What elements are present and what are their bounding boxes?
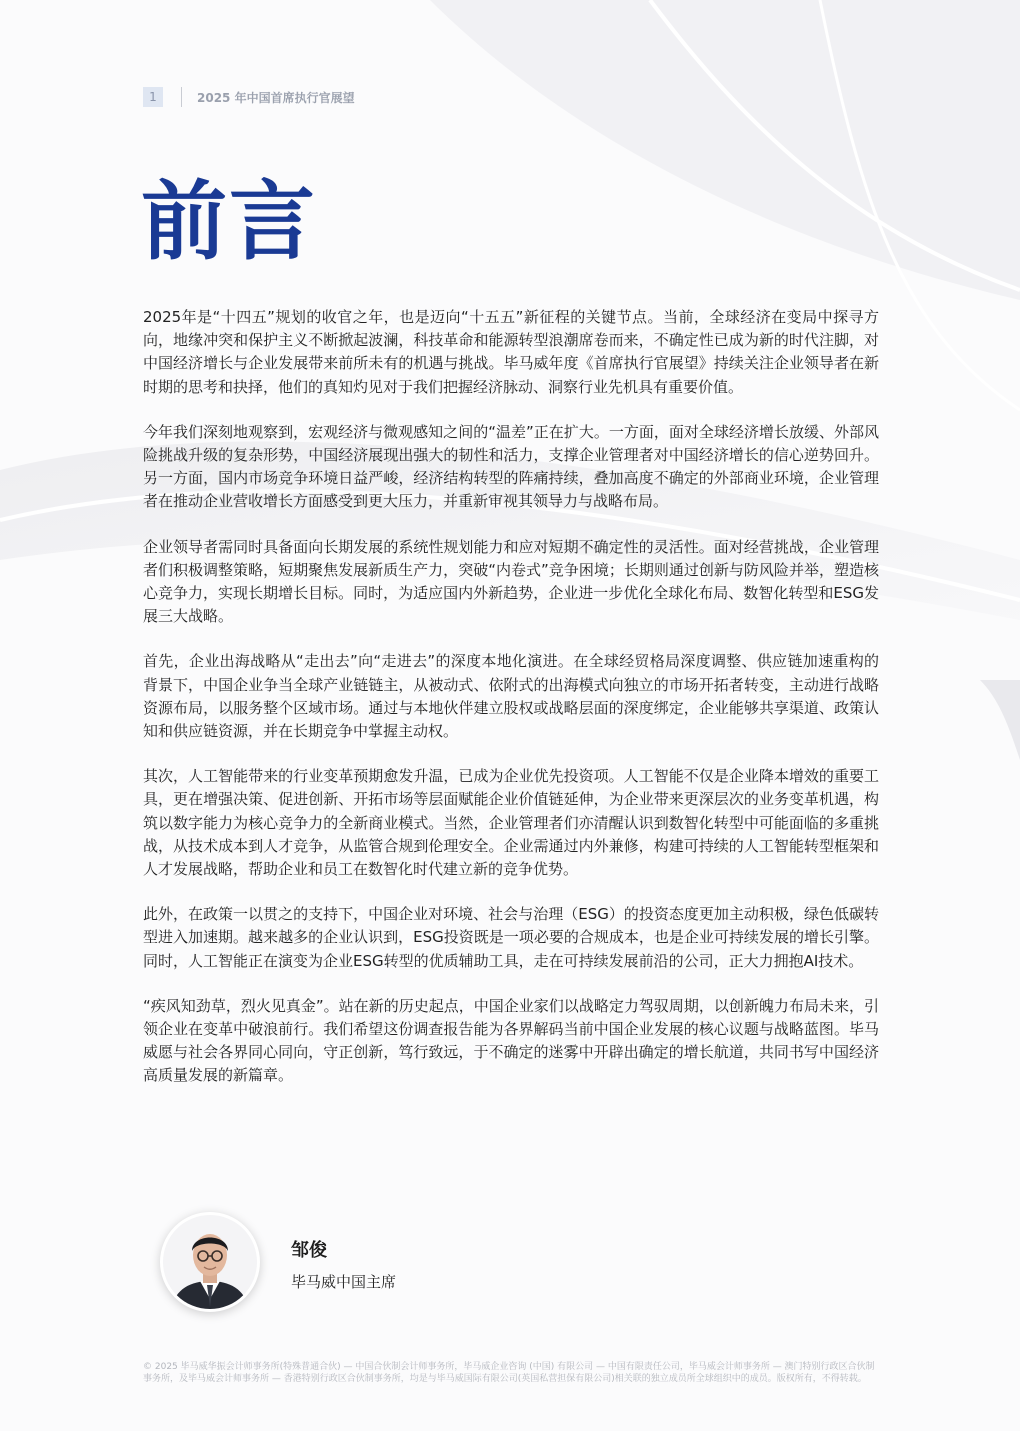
paragraph: 首先，企业出海战略从“走出去”向“走进去”的深度本地化演进。在全球经贸格局深度调整、供应链加速重构的背景下，中国企业争当全球产业链链主，从被动式、依附式的出海模式向独立的市场开拓者转变，主动进行战略资源布局，以服务整个区域市场。通过与本地伙伴建立股权或战略层面的深度绑定，企业能够共享渠道、政策认知和供应链资源，并在长期竞争中掌握主动权。 bbox=[143, 652, 879, 741]
signatory-role: 毕马威中国主席 bbox=[291, 1273, 397, 1291]
paragraph: “疾风知劲草，烈火见真金”。站在新的历史起点，中国企业家们以战略定力驾驭周期，以创新魄力布局未来，引领企业在变革中破浪前行。我们希望这份调查报告能为各界解码当前中国企业发展的核心议题与战略蓝图。毕马威愿与社会各界同心同向，守正创新，笃行致远，于不确定的迷雾中开辟出确定的增长航道，共同书写中国经济高质量发展的新篇章。 bbox=[143, 996, 879, 1085]
paragraph: 其次，人工智能带来的行业变革预期愈发升温，已成为企业优先投资项。人工智能不仅是企业降本增效的重要工具，更在增强决策、促进创新、开拓市场等层面赋能企业价值链延伸，为企业带来更深层次的业务变革机遇，构筑以数字能力为核心竞争力的全新商业模式。当然，企业管理者们亦清醒认识到数智化转型中可能面临的多重挑战，从技术成本到人才竞争，从监管合规到伦理安全。企业需通过内外兼修，构建可持续的人工智能转型框架和人才发展战略，帮助企业和员工在数智化时代建立新的竞争优势。 bbox=[143, 767, 879, 879]
page-header bbox=[143, 86, 355, 108]
page-number: 1 bbox=[143, 87, 163, 107]
page-title: 前言 bbox=[141, 172, 317, 272]
signature-block bbox=[160, 1212, 396, 1312]
header-divider bbox=[181, 87, 182, 107]
avatar bbox=[160, 1212, 260, 1312]
copyright-footer: © 2025 毕马威华振会计师事务所(特殊普通合伙) — 中国合伙制会计师事务所，毕马威企业咨询 (中国) 有限公司 — 中国有限责任公司，毕马威会计师事务所 — 澳门特别行政区合伙制事务所，及毕马威会计师事务所 — 香港特别行政区合伙制事务所，均是与毕马威国际有限公司(英国私营担保有限公司)相关联的独立成员所全球组织中的成员。版权所有，不得转载。 bbox=[143, 1362, 875, 1384]
paragraph: 企业领导者需同时具备面向长期发展的系统性规划能力和应对短期不确定性的灵活性。面对经营挑战，企业管理者们积极调整策略，短期聚焦发展新质生产力，突破“内卷式”竞争困境；长期则通过创新与防风险并举，塑造核心竞争力，实现长期增长目标。同时，为适应国内外新趋势，企业进一步优化全球化布局、数智化转型和ESG发展三大战略。 bbox=[143, 537, 879, 626]
report-title: 2025 年中国首席执行官展望 bbox=[197, 90, 355, 105]
paragraph: 此外，在政策一以贯之的支持下，中国企业对环境、社会与治理（ESG）的投资态度更加主动积极，绿色低碳转型进入加速期。越来越多的企业认识到，ESG投资既是一项必要的合规成本，也是企业可持续发展的增长引擎。同时，人工智能正在演变为企业ESG转型的优质辅助工具，走在可持续发展前沿的公司，正大力拥抱AI技术。 bbox=[143, 905, 879, 970]
paragraph: 今年我们深刻地观察到，宏观经济与微观感知之间的“温差”正在扩大。一方面，面对全球经济增长放缓、外部风险挑战升级的复杂形势，中国经济展现出强大的韧性和活力，支撑企业管理者对中国经济增长的信心逆势回升。另一方面，国内市场竞争环境日益严峻，经济结构转型的阵痛持续，叠加高度不确定的外部商业环境，企业管理者在推动企业营收增长方面感受到更大压力，并重新审视其领导力与战略布局。 bbox=[143, 422, 879, 511]
body-text bbox=[143, 306, 879, 1110]
paragraph: 2025年是“十四五”规划的收官之年，也是迈向“十五五”新征程的关键节点。当前，全球经济在变局中探寻方向，地缘冲突和保护主义不断掀起波澜，科技革命和能源转型浪潮席卷而来，不确定性已成为新的时代注脚，对中国经济增长与企业发展带来前所未有的机遇与挑战。毕马威年度《首席执行官展望》持续关注企业领导者在新时期的思考和抉择，他们的真知灼见对于我们把握经济脉动、洞察行业先机具有重要价值。 bbox=[143, 308, 879, 396]
signatory-name: 邹俊 bbox=[291, 1240, 327, 1261]
